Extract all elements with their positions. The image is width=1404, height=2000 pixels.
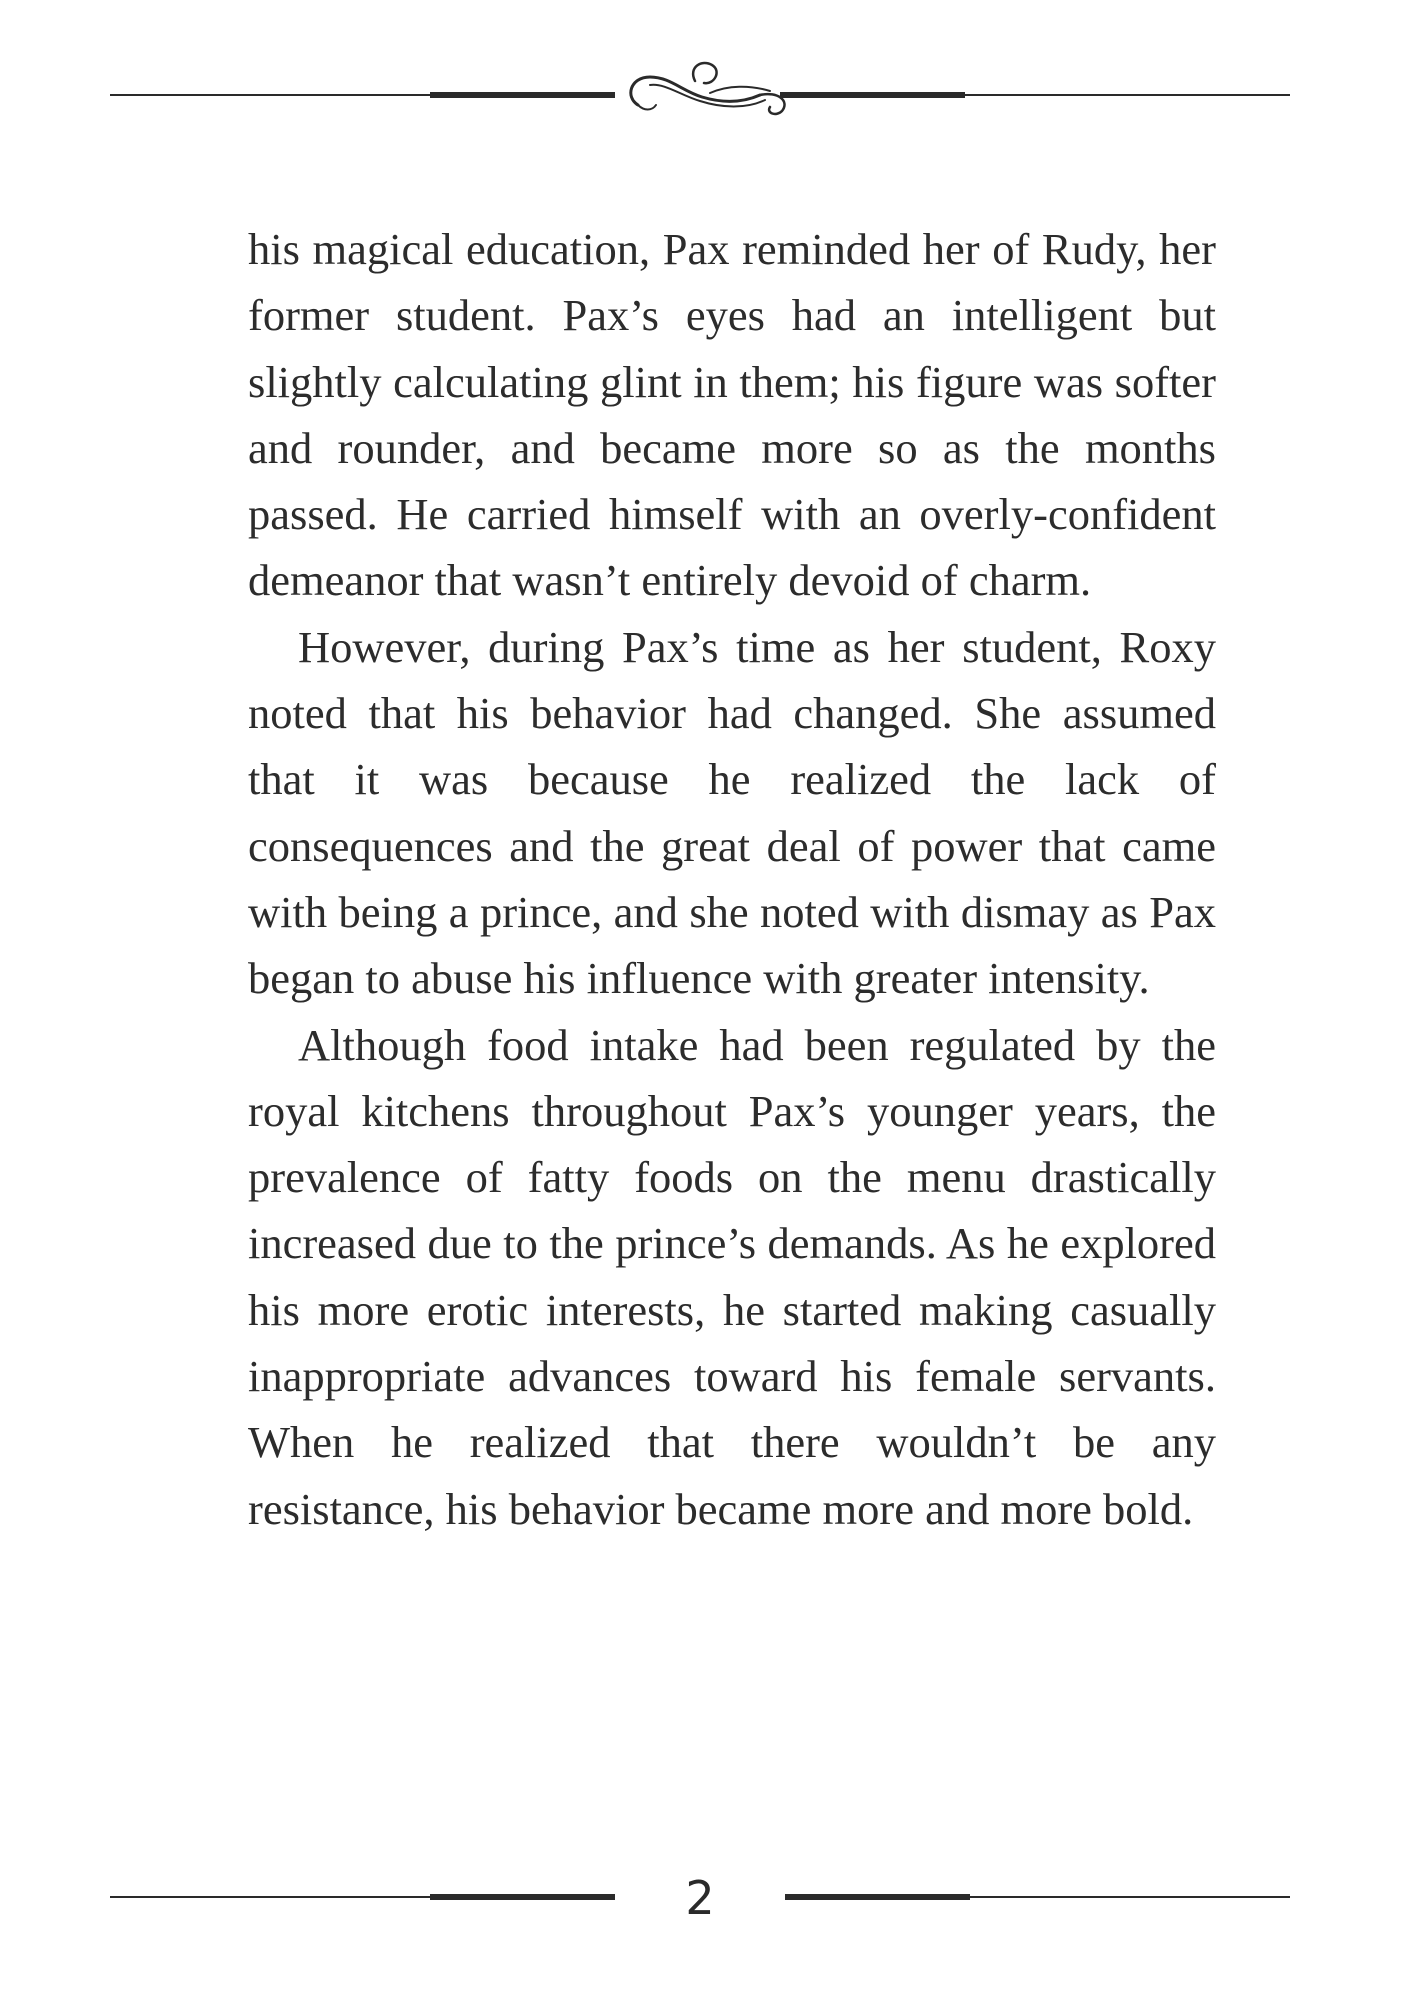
- page-body: [248, 216, 1216, 1542]
- footer-divider: [110, 1868, 1290, 1928]
- paragraph-1: his magical education, Pax reminded her of Rudy, her former student. Pax’s eyes had an intelligent but slightly calculating glint in them; his figure was softer and rounder, and became more so as the months passed. He carried himself with an overly-confident demeanor that wasn’t entirely devoid of charm.: [248, 224, 1216, 606]
- paragraph-3: Although food intake had been regulated by the royal kitchens throughout Pax’s younger years, the prevalence of fatty foods on the menu drastically increased due to the prince’s demands. As he explored his more erotic interests, he started making casually inappropriate advances toward his female servants. When he realized that there wouldn’t be any resistance, his behavior became more and more bold.: [248, 1019, 1216, 1534]
- footer-bar-left: [430, 1894, 615, 1900]
- page-number: 2: [685, 1871, 715, 1925]
- paragraph-2: However, during Pax’s time as her student, Roxy noted that his behavior had changed. She assumed that it was because he realized the lack of consequences and the great deal of power that came with being a prince, and she noted with dismay as Pax began to abuse his influence with greater intensity.: [248, 621, 1216, 1004]
- header-divider: [110, 55, 1290, 125]
- footer-bar-right: [785, 1894, 970, 1900]
- flourish-divider-icon: [110, 55, 1290, 125]
